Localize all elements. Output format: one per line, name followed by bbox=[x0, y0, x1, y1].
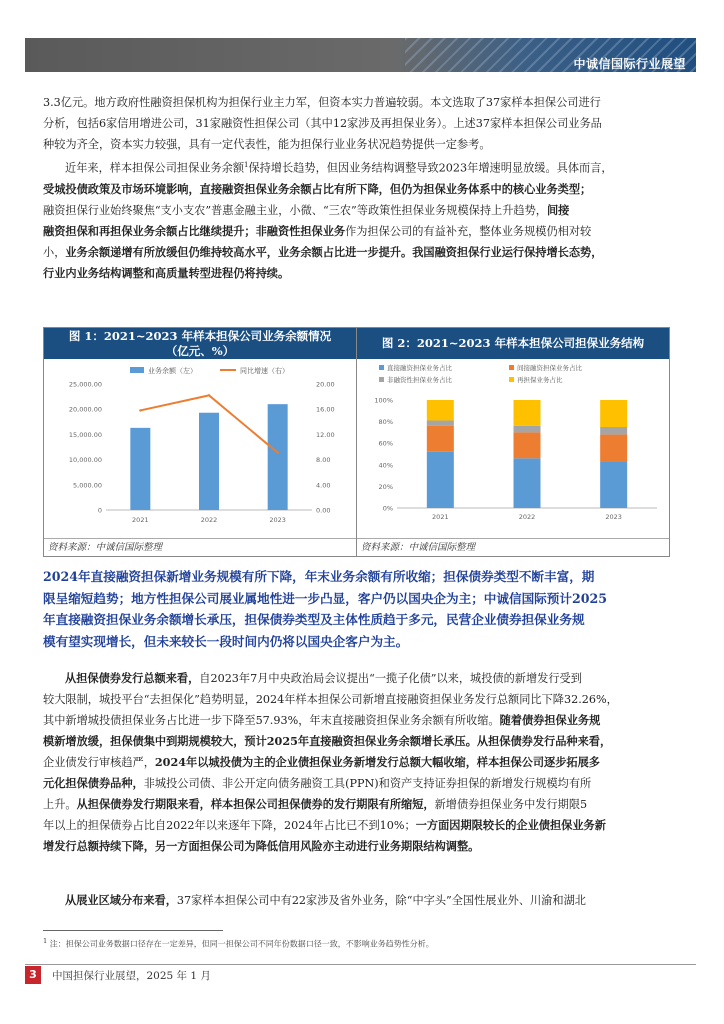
y-tick-label: 80% bbox=[378, 418, 393, 427]
legend-label-3: 再担保业务占比 bbox=[517, 376, 563, 384]
figure-1 bbox=[43, 327, 357, 557]
legend-label-1: 间接融资担保业务占比 bbox=[517, 364, 582, 372]
figure-2-title: 图 2：2021~2023 年样本担保公司担保业务结构 bbox=[357, 328, 669, 359]
legend-swatch-bars bbox=[130, 367, 144, 373]
legend-label-line: 同比增速（右） bbox=[240, 367, 289, 375]
bar-2023 bbox=[268, 404, 288, 510]
y-left-tick-label: 15,000.00 bbox=[68, 430, 102, 439]
footnote-rule bbox=[43, 930, 223, 931]
stack-2021-2 bbox=[427, 421, 454, 426]
legend-swatch-1 bbox=[509, 365, 514, 370]
paragraph-1: 3.3亿元。地方政府性融资担保机构为担保行业主力军，但资本实力普遍较弱。本文选取了37家样本担保公司进行 分析，包括6家信用增进公司，31家融资性担保公司（其中12家涉及再担保业务）。上述37家样本担保公司业务品 种较为齐全，资本实力较强，具有一定代表性，能为担保行业业务状况趋势提供一定参考。 bbox=[43, 96, 602, 151]
legend-label-0: 直接融资担保业务占比 bbox=[387, 364, 452, 372]
y-tick-label: 100% bbox=[374, 396, 393, 405]
y-left-tick-label: 5,000.00 bbox=[73, 481, 102, 490]
y-tick-label: 40% bbox=[378, 461, 393, 470]
page-number: 3 bbox=[25, 966, 41, 984]
y-tick-label: 20% bbox=[378, 482, 393, 491]
x-tick-label: 2021 bbox=[432, 513, 449, 521]
bar-2021 bbox=[130, 428, 150, 510]
figure-2 bbox=[356, 327, 670, 557]
stack-2023-3 bbox=[600, 400, 627, 427]
stack-2023-2 bbox=[600, 427, 627, 435]
header-banner bbox=[25, 38, 696, 72]
stack-2023-1 bbox=[600, 435, 627, 462]
bar-2022 bbox=[199, 413, 219, 510]
header-title: 中诚信国际行业展望 bbox=[573, 57, 686, 71]
y-right-tick-label: 16.00 bbox=[316, 405, 335, 414]
stack-2022-1 bbox=[514, 432, 541, 458]
x-tick-label: 2022 bbox=[200, 516, 218, 524]
growth-point-2021 bbox=[139, 409, 141, 411]
y-right-tick-label: 0.00 bbox=[316, 506, 331, 515]
key-findings: 2024年直接融资担保新增业务规模有所下降，年末业务余额有所收缩；担保债券类型不断丰富，期 限呈缩短趋势；地方性担保公司展业属地性进一步凸显，客户仍以国央企为主；中诚信国际预计2025 年直接融资担保业务余额增长承压，担保债券类型及主体性质趋于多元，民营企业债券担保业务规 模有望实现增长，但未来较长一段时间内仍将以国央企客户为主。 bbox=[43, 569, 607, 649]
stack-2021-3 bbox=[427, 400, 454, 421]
x-tick-label: 2021 bbox=[132, 516, 149, 524]
figure-2-source: 资料来源：中诚信国际整理 bbox=[361, 542, 476, 553]
x-tick-label: 2023 bbox=[605, 513, 622, 521]
y-tick-label: 0% bbox=[382, 504, 393, 513]
stack-2021-1 bbox=[427, 426, 454, 452]
paragraph-2: 近年来，样本担保公司担保业务余额$^1$保持增长趋势，但因业务结构调整导致2023年增速明显放缓。具体而言， 受城投债政策及市场环境影响，直接融资担保业务余额占比有所下降，但仍为担保业务体系中的核心业务类型； 融资担保行业始终聚焦“支小支农”普惠金融主业，小微、“三农”等政策性担保业务规模保持上升趋势，间接 融资担保和再担保业务余额占比继续提升；非融资性担保业务作为担保公司的有益补充，整体业务规模仍相对较 小，业务余额递增有所放缓但仍维持较高水平，业务余额占比进一步提升。我国融资担保行业运行保持增长态势， 行业内业务结构调整和高质量转型进程仍将持续。 bbox=[43, 161, 613, 280]
x-tick-label: 2022 bbox=[518, 513, 536, 521]
y-left-tick-label: 20,000.00 bbox=[68, 405, 102, 414]
growth-point-2022 bbox=[208, 394, 210, 396]
figure-1-source: 资料来源：中诚信国际整理 bbox=[48, 542, 163, 553]
y-left-tick-label: 25,000.00 bbox=[68, 380, 102, 389]
legend-label-2: 非融资性担保业务占比 bbox=[387, 376, 452, 384]
legend-swatch-2 bbox=[379, 377, 384, 382]
legend-label-bars: 业务余额（左） bbox=[148, 367, 197, 375]
y-right-tick-label: 12.00 bbox=[316, 430, 335, 439]
y-right-tick-label: 8.00 bbox=[316, 456, 331, 465]
stack-2022-3 bbox=[514, 400, 541, 426]
y-right-tick-label: 4.00 bbox=[316, 481, 331, 490]
y-left-tick-label: 10,000.00 bbox=[68, 456, 102, 465]
growth-point-2023 bbox=[276, 451, 278, 453]
paragraph-5: 从展业区域分布来看，37家样本担保公司中有22家涉及省外业务，除“中字头”全国性展业外、川渝和湖北 bbox=[65, 893, 586, 907]
footnote: $^1$ 注：担保公司业务数据口径存在一定差异，但同一担保公司不同年份数据口径一致，不影响业务趋势性分析。 bbox=[43, 937, 434, 949]
y-left-tick-label: 0 bbox=[97, 506, 102, 515]
legend-swatch-0 bbox=[379, 365, 384, 370]
y-right-tick-label: 20.00 bbox=[316, 380, 335, 389]
legend-swatch-3 bbox=[509, 377, 514, 382]
chart-1 bbox=[44, 360, 356, 538]
footer-text: 中国担保行业展望，2025 年 1 月 bbox=[52, 970, 211, 982]
stack-2023-0 bbox=[600, 462, 627, 508]
chart-2 bbox=[357, 360, 669, 538]
stack-2021-0 bbox=[427, 452, 454, 508]
y-tick-label: 60% bbox=[378, 439, 393, 448]
stack-2022-0 bbox=[514, 458, 541, 508]
stack-2022-2 bbox=[514, 426, 541, 432]
paragraph-4: 从担保债券发行总额来看，自2023年7月中央政治局会议提出“一揽子化债”以来，城投债的新增发行受到 较大限制，城投平台“去担保化”趋势明显，2024年样本担保公司新增直接融资担保业务发行总额同比下降32.26%， 其中新增城投债担保业务占比进一步下降至57.93%，年末直接融资担保业务余额有所收缩。随着债券担保业务规 模新增放缓，担保债集中到期规模较大，预计2025年直接融资担保业务余额增长承压。从担保债券发行品种来看， 企业债发行审核趋严，2024年以城投债为主的企业债担保业务新增发行总额大幅收缩，样本担保公司逐步拓展多 元化担保债券品种，非城投公司债、非公开定向债务融资工具(PPN)和资产支持证券担保的新增发行规模均有所 上升。从担保债券发行期限来看，样本担保公司担保债券的发行期限有所缩短，新增债券担保业务中发行期限5 年以上的担保债券占比自2022年以来逐年下降，2024年占比已不到10%；一方面因期限较长的企业债担保业务新 增发行总额持续下降，另一方面担保公司为降低信用风险亦主动进行业务期限结构调整。 bbox=[43, 671, 618, 853]
figure-1-title: 图 1：2021~2023 年样本担保公司业务余额情况 （亿元、%） bbox=[44, 328, 356, 359]
footer-rule bbox=[25, 964, 696, 965]
x-tick-label: 2023 bbox=[269, 516, 286, 524]
